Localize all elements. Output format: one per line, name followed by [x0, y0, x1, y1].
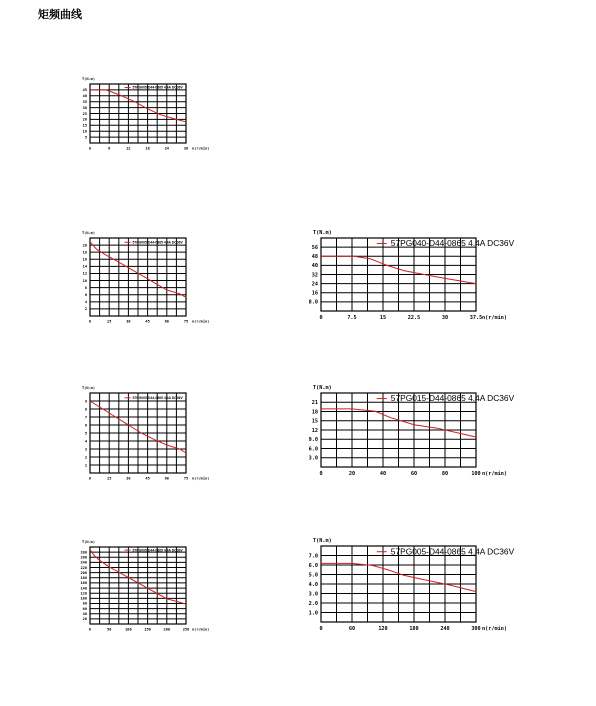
legend-label: 57PG005-D44-0865 4.4A DC36V — [132, 396, 183, 400]
x-tick-label: 60 — [410, 471, 418, 478]
y-tick-label: 240 — [80, 560, 87, 565]
y-tick-label: 8 — [84, 407, 87, 412]
x-tick-label: 12 — [126, 146, 131, 151]
y-tick-label: 5.0 — [308, 572, 318, 579]
y-tick-label: 4 — [84, 300, 87, 305]
y-tick-label: 6 — [84, 292, 87, 297]
x-tick-label: 60 — [348, 626, 356, 633]
x-tick-label: 30 — [126, 319, 131, 324]
y-tick-label: 45 — [82, 88, 87, 93]
y-tick-label: 14 — [82, 264, 87, 269]
x-tick-label: 40 — [379, 471, 387, 478]
y-tick-label: 6 — [84, 423, 87, 428]
y-tick-label: 48 — [311, 254, 318, 261]
y-tick-label: 12 — [82, 271, 87, 276]
chart-6 — [81, 540, 210, 632]
x-tick-label: 30 — [126, 476, 131, 481]
x-tick-label: 0 — [88, 319, 92, 324]
x-tick-label: 120 — [378, 626, 388, 633]
x-axis-label: n(r/min) — [482, 626, 507, 633]
x-tick-label: 7.5 — [347, 315, 357, 322]
x-tick-label: 75 — [183, 476, 189, 481]
y-tick-label: 5 — [84, 431, 87, 436]
y-axis-label: T(N.m) — [313, 538, 332, 544]
y-tick-label: 10 — [82, 278, 87, 283]
y-tick-label: 40 — [311, 263, 318, 270]
x-tick-label: 0 — [88, 476, 92, 481]
y-tick-label: 8 — [84, 285, 87, 290]
x-axis-label: n(r/min) — [192, 627, 210, 632]
x-tick-label: 180 — [409, 626, 419, 633]
y-tick-label: 6.0 — [308, 562, 318, 569]
y-axis-label: T(N.m) — [313, 230, 332, 236]
y-tick-label: 5 — [84, 135, 87, 140]
legend-label: 57PG015-D44-0865 4.4A DC36V — [390, 393, 515, 404]
x-tick-label: 45 — [145, 319, 150, 324]
y-tick-label: 20 — [82, 243, 87, 248]
chart-grid — [90, 238, 186, 316]
y-tick-label: 2.0 — [308, 600, 318, 607]
x-tick-label: 50 — [107, 627, 112, 632]
y-tick-label: 25 — [82, 111, 87, 116]
y-tick-label: 7.0 — [308, 553, 318, 560]
y-tick-label: 56 — [311, 244, 318, 251]
x-tick-label: 24 — [164, 146, 169, 151]
page-title: 矩频曲线 — [38, 8, 82, 21]
y-tick-label: 6.0 — [308, 446, 318, 453]
chart-2 — [82, 231, 209, 324]
x-tick-label: 20 — [348, 471, 356, 478]
x-tick-label: 0 — [319, 626, 323, 633]
chart-3 — [309, 230, 515, 321]
y-tick-label: 35 — [82, 99, 87, 104]
x-tick-label: 0 — [319, 471, 323, 478]
x-axis-label: n(r/min) — [482, 471, 507, 478]
x-tick-label: 45 — [145, 476, 150, 481]
y-tick-label: 220 — [80, 565, 87, 570]
y-tick-label: 40 — [82, 611, 87, 616]
y-tick-label: 30 — [82, 105, 87, 110]
x-tick-label: 0 — [88, 627, 92, 632]
y-tick-label: 1.0 — [308, 610, 318, 617]
y-tick-label: 10 — [82, 129, 87, 134]
y-tick-label: 7 — [84, 415, 87, 420]
y-tick-label: 80 — [82, 601, 87, 606]
x-tick-label: 150 — [144, 627, 151, 632]
y-tick-label: 20 — [82, 617, 87, 622]
y-axis-label: T(N.m) — [82, 231, 95, 235]
legend-label: 57PG005-D44-0865 4.4A DC36V — [390, 546, 515, 557]
chart-4 — [82, 386, 209, 481]
x-tick-label: 15 — [379, 315, 387, 322]
y-tick-label: 12 — [311, 427, 318, 434]
y-tick-label: 21 — [311, 400, 318, 407]
legend-label: 57PG005-D44-0865 4.4A DC36V — [132, 240, 183, 245]
x-tick-label: 37.5 — [469, 315, 483, 322]
y-tick-label: 18 — [311, 409, 318, 416]
y-tick-label: 1 — [84, 463, 87, 468]
x-axis-label: n(r/min) — [192, 319, 210, 324]
chart-grid — [321, 546, 476, 622]
y-tick-label: 4 — [84, 439, 87, 444]
y-tick-label: 200 — [80, 570, 87, 575]
x-tick-label: 100 — [125, 627, 132, 632]
y-tick-label: 40 — [82, 94, 87, 99]
y-tick-label: 120 — [80, 591, 87, 596]
x-axis-label: n(r/min) — [192, 476, 210, 481]
y-tick-label: 260 — [80, 555, 87, 560]
x-axis-label: n(r/min) — [482, 315, 507, 322]
y-tick-label: 2 — [84, 455, 87, 460]
x-tick-label: 60 — [164, 319, 169, 324]
x-tick-label: 18 — [145, 146, 150, 151]
x-tick-label: 75 — [183, 319, 189, 324]
y-tick-label: 8.0 — [308, 299, 318, 306]
x-tick-label: 22.5 — [407, 315, 421, 322]
x-tick-label: 60 — [164, 476, 169, 481]
x-axis-label: n(r/min) — [192, 146, 210, 151]
y-tick-label: 18 — [82, 250, 87, 255]
y-tick-label: 3.0 — [308, 455, 318, 462]
x-tick-label: 300 — [471, 626, 481, 633]
y-axis-label: T(N.m) — [82, 77, 95, 81]
y-tick-label: 9 — [84, 399, 87, 404]
x-tick-label: 80 — [441, 471, 449, 478]
x-tick-label: 250 — [182, 627, 190, 632]
chart-grid — [90, 547, 186, 624]
y-axis-label: T(N.m) — [313, 385, 332, 391]
legend-label: 57PG005-D44-0865 4.4A DC36V — [132, 85, 183, 90]
x-tick-label: 100 — [471, 471, 481, 478]
chart-grid — [321, 238, 476, 311]
x-tick-label: 200 — [163, 627, 171, 632]
legend-label: 57PG005-D44-0865 4.4A DC36V — [132, 548, 183, 553]
x-tick-label: 0 — [319, 315, 323, 322]
y-tick-label: 32 — [311, 272, 318, 279]
y-tick-label: 140 — [80, 586, 87, 591]
y-tick-label: 100 — [80, 596, 87, 601]
y-tick-label: 3 — [84, 447, 87, 452]
chart-7 — [309, 538, 515, 632]
y-tick-label: 3.0 — [308, 591, 318, 598]
x-tick-label: 0 — [88, 146, 92, 151]
x-tick-label: 15 — [107, 476, 112, 481]
x-tick-label: 15 — [107, 319, 112, 324]
y-tick-label: 60 — [82, 606, 87, 611]
x-tick-label: 6 — [108, 146, 111, 151]
x-tick-label: 240 — [440, 626, 450, 633]
y-tick-label: 16 — [82, 257, 87, 262]
y-tick-label: 9.0 — [308, 437, 318, 444]
x-tick-label: 30 — [441, 315, 449, 322]
y-axis-label: T(N.m) — [82, 386, 95, 390]
chart-grid — [90, 84, 186, 143]
y-tick-label: 15 — [311, 418, 318, 425]
y-tick-label: 20 — [82, 117, 87, 122]
chart-grid — [90, 393, 186, 473]
y-tick-label: 180 — [80, 576, 87, 581]
x-tick-label: 30 — [183, 146, 189, 151]
y-tick-label: 2 — [84, 307, 87, 312]
y-tick-label: 15 — [82, 123, 87, 128]
y-tick-label: 280 — [80, 550, 87, 555]
y-tick-label: 16 — [311, 290, 318, 297]
chart-5 — [309, 385, 515, 477]
chart-grid — [321, 393, 476, 467]
y-tick-label: 4.0 — [308, 581, 318, 588]
chart-1 — [82, 77, 209, 151]
legend-label: 57PG040-D44-0865 4.4A DC36V — [390, 238, 515, 249]
y-tick-label: 24 — [311, 281, 318, 288]
y-axis-label: T(N.m) — [82, 540, 95, 544]
y-tick-label: 160 — [80, 581, 87, 586]
